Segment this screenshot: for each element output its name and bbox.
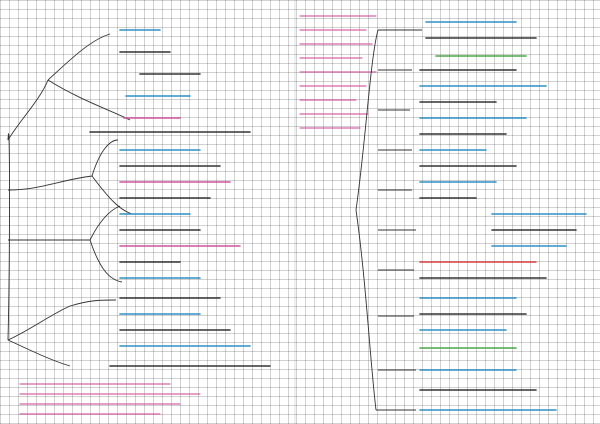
right-page [296,0,600,424]
left-mind-map [0,0,296,424]
right-mind-map [296,0,600,424]
left-page [0,0,297,424]
